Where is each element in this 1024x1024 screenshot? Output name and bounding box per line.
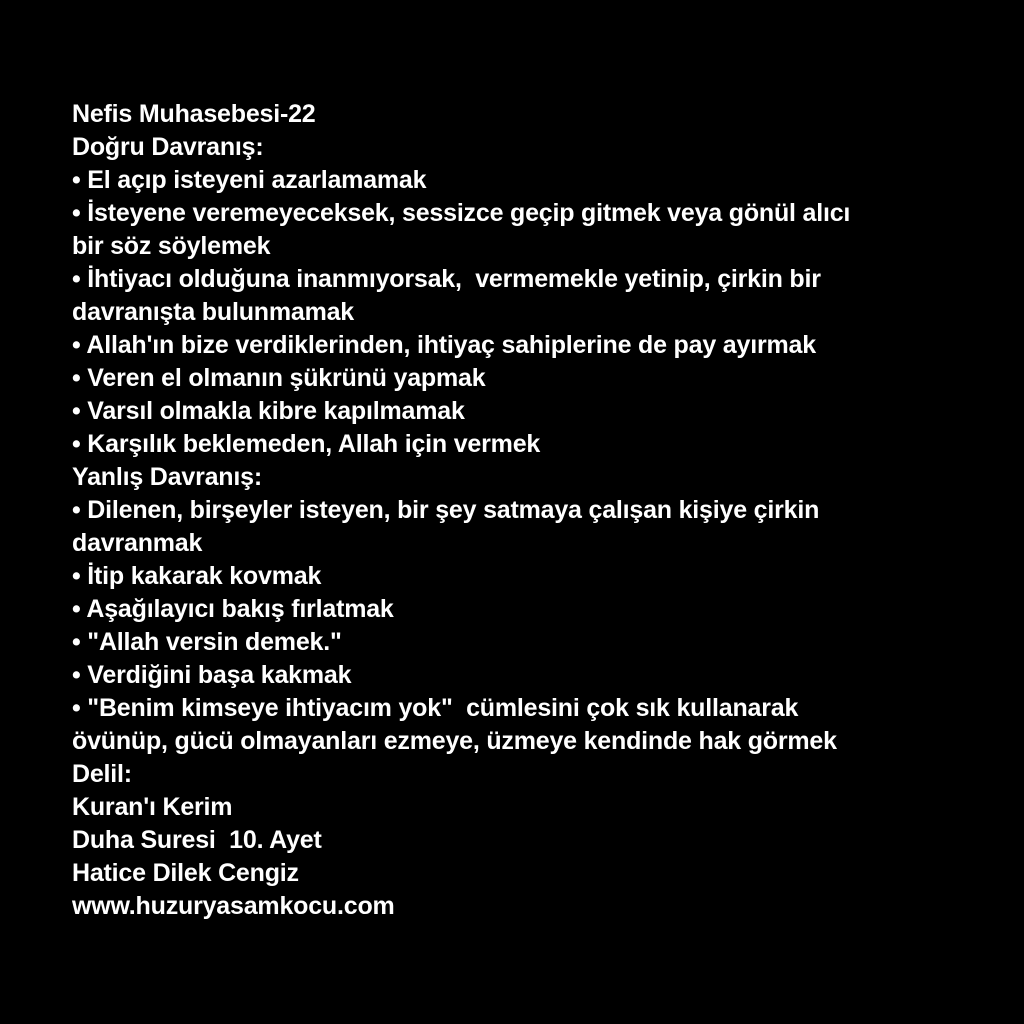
section-heading-evidence: Delil: [72, 760, 132, 788]
post-title: Nefis Muhasebesi-22 [72, 100, 316, 128]
section-heading-correct-behavior: Doğru Davranış: [72, 133, 264, 161]
bullet-line: • İhtiyacı olduğuna inanmıyorsak, vermemekle yetinip, çirkin bir [72, 265, 821, 293]
bullet-line-continuation: övünüp, gücü olmayanları ezmeye, üzmeye kendinde hak görmek [72, 727, 837, 755]
bullet-line: • Varsıl olmakla kibre kapılmamak [72, 397, 465, 425]
bullet-line: • Allah'ın bize verdiklerinden, ihtiyaç sahiplerine de pay ayırmak [72, 331, 816, 359]
evidence-reference: Duha Suresi 10. Ayet [72, 826, 322, 854]
bullet-line: • Veren el olmanın şükrünü yapmak [72, 364, 486, 392]
bullet-line: • Dilenen, birşeyler isteyen, bir şey satmaya çalışan kişiye çirkin [72, 496, 820, 524]
section-heading-wrong-behavior: Yanlış Davranış: [72, 463, 262, 491]
bullet-line: • İtip kakarak kovmak [72, 562, 322, 590]
bullet-line-continuation: davranışta bulunmamak [72, 298, 355, 326]
bullet-line: • "Benim kimseye ihtiyacım yok" cümlesini çok sık kullanarak [72, 694, 799, 722]
bullet-line-continuation: bir söz söylemek [72, 232, 271, 260]
evidence-source: Kuran'ı Kerim [72, 793, 233, 821]
bullet-line: • Verdiğini başa kakmak [72, 661, 352, 689]
website-url: www.huzuryasamkocu.com [72, 892, 395, 920]
author-name: Hatice Dilek Cengiz [72, 859, 299, 887]
post-text-block [72, 98, 972, 923]
bullet-line: • Karşılık beklemeden, Allah için vermek [72, 430, 541, 458]
bullet-line: • "Allah versin demek." [72, 628, 342, 656]
bullet-line: • İsteyene veremeyeceksek, sessizce geçip gitmek veya gönül alıcı [72, 199, 851, 227]
bullet-line: • El açıp isteyeni azarlamamak [72, 166, 427, 194]
bullet-line: • Aşağılayıcı bakış fırlatmak [72, 595, 394, 623]
bullet-line-continuation: davranmak [72, 529, 203, 557]
